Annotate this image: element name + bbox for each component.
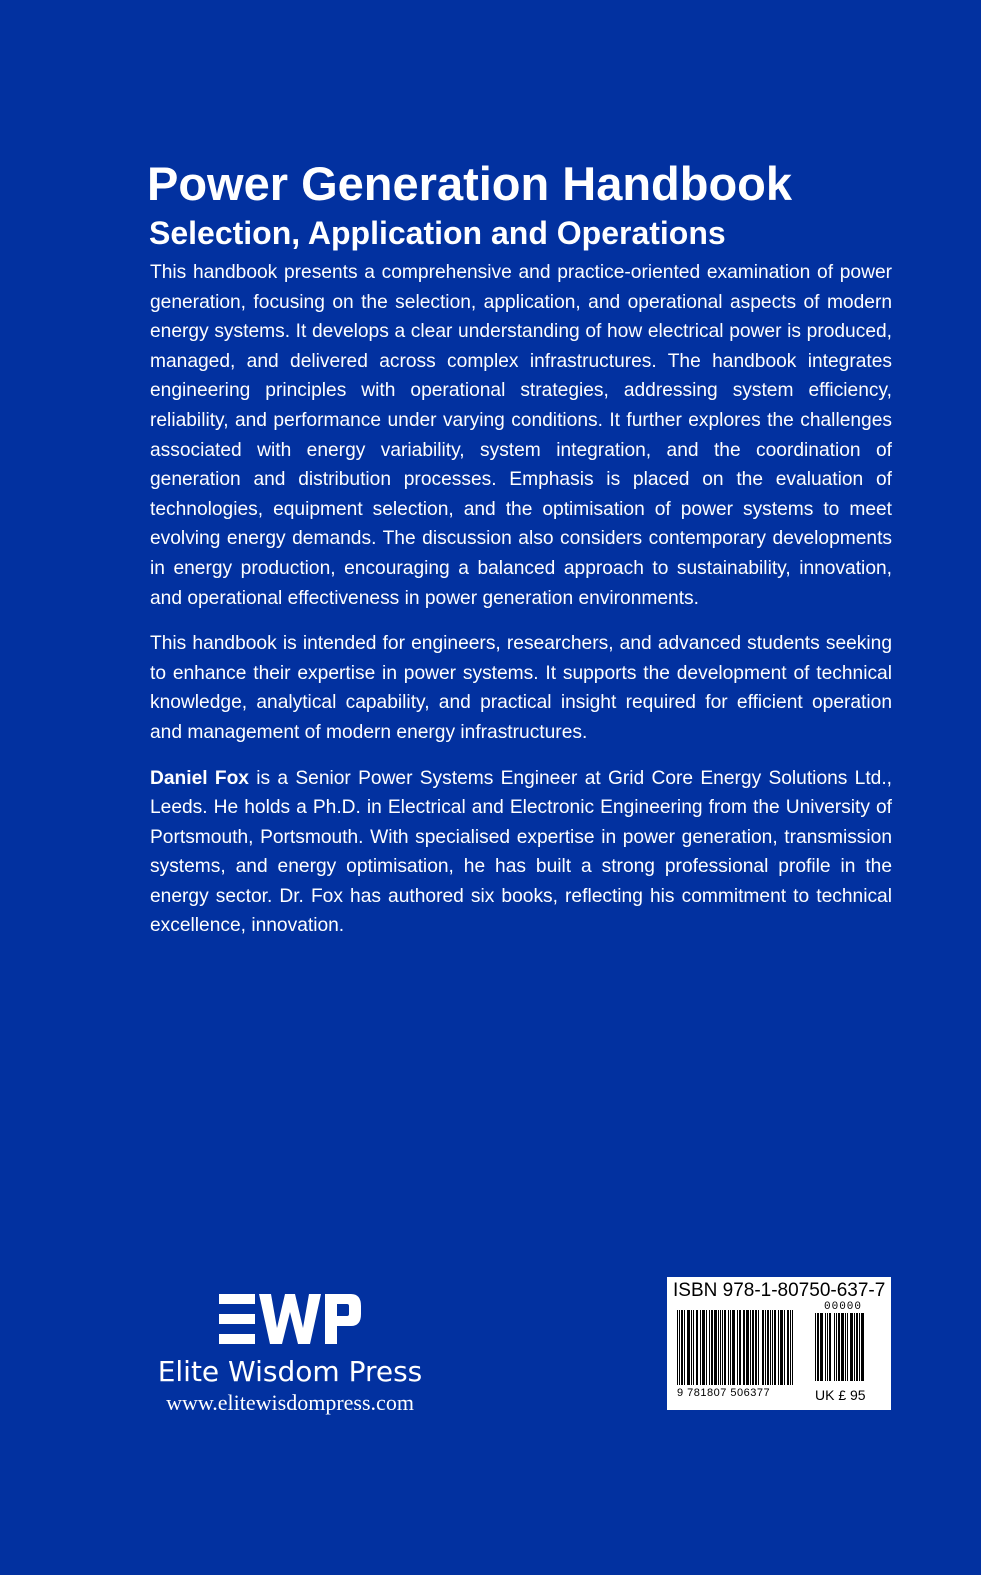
- barcode-bar: [772, 1310, 773, 1385]
- barcode-bar: [728, 1310, 729, 1385]
- book-title: Power Generation Handbook: [147, 157, 793, 210]
- barcode-bar: [739, 1310, 741, 1385]
- barcode-bar: [767, 1310, 769, 1385]
- description-paragraph-1: This handbook presents a comprehensive and practice-oriented examination of power generation, focusing on the selection, application, and operational aspects of modern energy systems. It develops a clear understanding of how electrical power is produced, managed, and delivered across complex infrastructures. The handbook integrates engineering principles with operational strategies, addressing system efficiency, reliability, and performance under varying conditions. It further explores the challenges associated with energy variability, system integration, and the coordination of generation and distribution processes. Emphasis is placed on the evaluation of technologies, equipment selection, and the optimisation of power systems to meet evolving energy demands. The discussion also considers contemporary developments in energy production, encouraging a balanced approach to sustainability, innovation, and operational effectiveness in power generation environments.: [150, 262, 892, 609]
- barcode-bar: [702, 1310, 705, 1385]
- barcode-bar: [730, 1310, 731, 1385]
- addon-bar: [820, 1313, 823, 1381]
- addon-bar: [854, 1313, 855, 1381]
- author-name: Daniel Fox: [150, 767, 249, 789]
- barcode-bar: [755, 1310, 757, 1385]
- barcode-bar: [718, 1310, 719, 1385]
- addon-bar: [847, 1313, 848, 1381]
- barcode-bar: [746, 1310, 749, 1385]
- barcode-bar: [787, 1310, 789, 1385]
- barcode-bar: [784, 1310, 785, 1385]
- addon-bar: [817, 1313, 819, 1381]
- publisher-block: [140, 1290, 440, 1416]
- barcode-bar: [780, 1310, 783, 1385]
- barcode-bar: [714, 1310, 717, 1385]
- addon-bar: [841, 1313, 844, 1381]
- book-subtitle: Selection, Application and Operations: [149, 215, 726, 251]
- barcode-bar: [691, 1310, 692, 1385]
- author-bio: [150, 764, 892, 942]
- barcode-bar: [737, 1310, 738, 1385]
- addon-bar: [838, 1313, 840, 1381]
- blurb: [150, 258, 892, 957]
- publisher-logo: [215, 1290, 365, 1348]
- barcode-bar: [765, 1310, 766, 1385]
- addon-barcode-bars: [815, 1313, 877, 1383]
- barcode-bar: [711, 1310, 713, 1385]
- addon-bar: [829, 1313, 831, 1381]
- barcode-bar: [770, 1310, 771, 1385]
- addon-digits: 00000: [824, 1301, 863, 1313]
- price-label: UK £ 95: [815, 1387, 866, 1403]
- barcode-bar: [752, 1310, 754, 1385]
- barcode-bar: [758, 1310, 759, 1385]
- publisher-name: Elite Wisdom Press: [157, 1355, 423, 1388]
- barcode-bar: [790, 1310, 791, 1385]
- barcode-bar: [743, 1310, 745, 1385]
- addon-bar: [825, 1313, 826, 1381]
- addon-bar: [834, 1313, 835, 1381]
- ean-digits: 9 781807 506377: [677, 1387, 771, 1399]
- barcode-bar: [700, 1310, 701, 1385]
- barcode-bar: [762, 1310, 764, 1385]
- barcode-bar: [696, 1310, 698, 1385]
- barcode-bar: [684, 1310, 685, 1385]
- isbn-label: ISBN 978-1-80750-637-7: [673, 1280, 886, 1301]
- barcode-bar: [774, 1310, 776, 1385]
- barcode-bar: [706, 1310, 707, 1385]
- barcode-bar: [722, 1310, 723, 1385]
- isbn-barcode: [667, 1277, 891, 1410]
- addon-bar: [827, 1313, 828, 1381]
- addon-bar: [861, 1313, 864, 1381]
- addon-bar: [815, 1313, 816, 1381]
- barcode-bar: [720, 1310, 721, 1385]
- barcode-bar: [724, 1310, 726, 1385]
- barcode-bar: [732, 1310, 735, 1385]
- barcode-bar: [679, 1310, 680, 1385]
- author-bio-text: is a Senior Power Systems Engineer at Grid Core Energy Solutions Ltd., Leeds. He holds a Ph.D. in Electrical and Electronic Engineering from the University of Portsmouth, Portsmouth. With specialised expertise in power generation, transmission systems, and energy optimisation, he has built a strong professional profile in the energy sector. Dr. Fox has authored six books, reflecting his commitment to technical excellence, innovation.: [150, 767, 892, 937]
- addon-bar: [850, 1313, 853, 1381]
- barcode-bar: [677, 1310, 678, 1385]
- addon-bar: [845, 1313, 846, 1381]
- addon-bar: [859, 1313, 860, 1381]
- addon-bar: [836, 1313, 837, 1381]
- description-paragraph-2: This handbook is intended for engineers, researchers, and advanced students seeking to enhance their expertise in power systems. It supports the development of technical knowledge, analytical capability, and practical insight required for efficient operation and management of modern energy infrastructures.: [150, 633, 892, 743]
- barcode-bar: [778, 1310, 779, 1385]
- barcode-bar: [687, 1310, 690, 1385]
- barcode-bar: [750, 1310, 751, 1385]
- barcode-bar: [681, 1310, 683, 1385]
- ean-barcode-bars: [677, 1310, 803, 1390]
- addon-bar: [856, 1313, 858, 1381]
- barcode-bar: [709, 1310, 710, 1385]
- barcode-bar: [693, 1310, 694, 1385]
- publisher-url: www.elitewisdompress.com: [166, 1390, 414, 1415]
- barcode-bar: [792, 1310, 793, 1385]
